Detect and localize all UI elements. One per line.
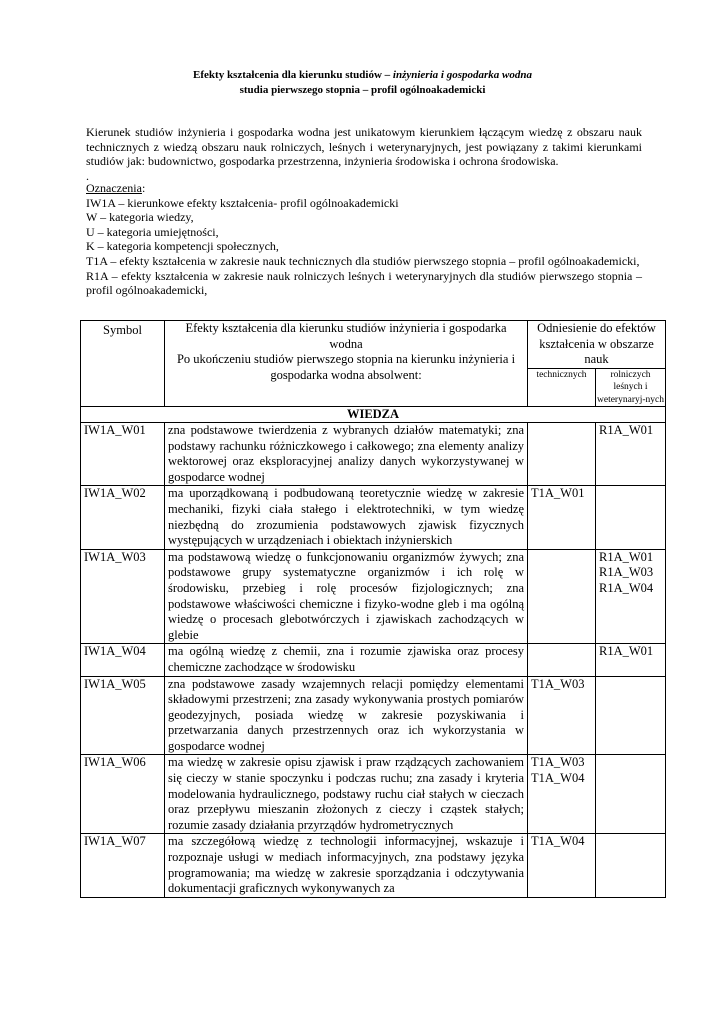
intro-dot: .: [86, 168, 89, 183]
technical-reference: [528, 486, 596, 549]
agricultural-reference: [596, 486, 666, 549]
outcome-code: IW1A_W04: [81, 644, 165, 676]
outcome-description: ma wiedzę w zakresie opisu zjawisk i praw rządzących zachowaniem się cieczy w stanie spoczynku i podczas ruchu; zna zasady i kryteria modelowania hydraulicznego, podstawy ruchu ciał stałych w cieczach oraz przepływu mieszanin złożonych z cieczy i cząstek stałych; rozumie zasady działania przyrządów hydrometrycznych: [165, 755, 528, 834]
reference-code: T1A_W01: [531, 486, 585, 501]
technical-reference: [528, 549, 596, 644]
legend-item: R1A – efekty kształcenia w zakresie nauk rolniczych leśnych i weterynaryjnych dla studiów pierwszego stopnia – profil ogólnoakademicki,: [86, 268, 642, 298]
outcome-code: IW1A_W05: [81, 676, 165, 755]
reference-code: T1A_W04: [531, 834, 585, 849]
title-field: inżynieria i gospodarka wodna: [392, 69, 532, 81]
table-row: [81, 549, 666, 644]
header-description-line2: Po ukończeniu studiów pierwszego stopnia na kierunku inżynieria i gospodarka wodna absolwent:: [176, 352, 516, 382]
technical-reference: [528, 834, 596, 897]
table-row: [81, 834, 666, 897]
technical-reference: [528, 676, 596, 755]
section-row: [81, 407, 666, 423]
outcome-code: IW1A_W06: [81, 755, 165, 834]
outcome-code: IW1A_W07: [81, 834, 165, 897]
agricultural-reference: [596, 834, 666, 897]
intro-section: [86, 125, 642, 183]
title-prefix: Efekty kształcenia dla kierunku studiów –: [193, 69, 393, 81]
outcome-description: ma szczegółową wiedzę z technologii informacyjnej, wskazuje i rozpoznaje usługi w mediach informacyjnych, zna podstawy języka programowania; ma wiedzę w zakresie sporządzania i odczytywania dokumentacji graficznych wykonywanych za: [165, 834, 528, 897]
outcome-description: ma ogólną wiedzę z chemii, zna i rozumie zjawiska oraz procesy chemiczne zachodzące w środowisku: [165, 644, 528, 676]
header-description: [165, 321, 528, 407]
technical-reference: [528, 423, 596, 486]
reference-code: T1A_W03: [531, 676, 585, 691]
header-symbol: Symbol: [81, 321, 165, 407]
header-technical: technicznych: [528, 368, 596, 407]
outcome-description: ma podstawową wiedzę o funkcjonowaniu organizmów żywych; zna podstawowe grupy systematyczne organizmów i ich rolę w środowisku, przebieg i rolę procesów fizjologicznych; zna podstawowe właściwości chemiczne i fizyko-wodne gleb i ma ogólną wiedzę o procesach glebotwórczych i zjawiskach zachodzących w glebie: [165, 549, 528, 644]
header-reference: Odniesienie do efektów kształcenia w obszarze nauk: [528, 321, 666, 369]
outcome-description: ma uporządkowaną i podbudowaną teoretycznie wiedzę w zakresie mechaniki, fizyki ciała stałego i elektrotechniki, w tym wiedzę niezbędną do zrozumienia podstawowych zjawisk fizycznych występujących w urządzeniach i obiektach inżynierskich: [165, 486, 528, 549]
reference-code: R1A_W04: [599, 580, 654, 595]
table-header-row: [81, 321, 666, 369]
table-row: [81, 423, 666, 486]
table-row: [81, 755, 666, 834]
outcome-code: IW1A_W03: [81, 549, 165, 644]
table-row: [81, 644, 666, 676]
legend-item: U – kategoria umiejętności,: [86, 224, 219, 239]
header-agricultural: rolniczych leśnych i weterynaryj-nych: [597, 369, 664, 405]
technical-reference: [528, 755, 596, 834]
reference-code: T1A_W03: [531, 755, 585, 770]
legend-heading: [86, 181, 642, 196]
outcome-code: IW1A_W02: [81, 486, 165, 549]
header-description-line1: Efekty kształcenia dla kierunku studiów inżynieria i gospodarka wodna: [185, 321, 507, 351]
outcome-description: zna podstawowe zasady wzajemnych relacji pomiędzy elementami składowymi przestrzeni; zna zasady wykonywania prostych pomiarów geodezyjnych, posiada wiedzę w zakresie pozyskiwania i przetwarzania danych przestrzennych oraz ich wykorzystania w gospodarce wodnej: [165, 676, 528, 755]
legend-item: W – kategoria wiedzy,: [86, 210, 194, 225]
outcome-description: zna podstawowe twierdzenia z wybranych działów matematyki; zna podstawy rachunku różniczkowego i całkowego; zna elementy analizy wektorowej oraz eksploracyjnej analizy danych wykorzystywanej w gospodarce wodnej: [165, 423, 528, 486]
reference-code: R1A_W01: [599, 644, 654, 659]
legend-item: T1A – efekty kształcenia w zakresie nauk technicznych dla studiów pierwszego stopnia – profil ogólnoakademicki,: [86, 253, 640, 268]
learning-outcomes-table: [80, 320, 666, 898]
technical-reference: [528, 644, 596, 676]
table-row: [81, 676, 666, 755]
legend-heading-text: Oznaczenia: [86, 181, 142, 195]
agricultural-reference: [596, 676, 666, 755]
legend-item: K – kategoria kompetencji społecznych,: [86, 239, 279, 254]
reference-code: R1A_W01: [599, 549, 654, 564]
document-title: [0, 69, 725, 81]
agricultural-reference: [596, 644, 666, 676]
legend-item: IW1A – kierunkowe efekty kształcenia- profil ogólnoakademicki: [86, 195, 399, 210]
section-title: WIEDZA: [81, 407, 666, 423]
table-row: [81, 486, 666, 549]
document-subtitle: studia pierwszego stopnia – profil ogólnoakademicki: [239, 84, 486, 96]
table-body: [81, 423, 666, 898]
legend-heading-colon: :: [141, 181, 146, 195]
outcome-code: IW1A_W01: [81, 423, 165, 486]
reference-code: T1A_W04: [531, 771, 585, 786]
agricultural-reference: [596, 423, 666, 486]
agricultural-reference: [596, 755, 666, 834]
intro-paragraph: Kierunek studiów inżynieria i gospodarka wodna jest unikatowym kierunkiem łączącym wiedzę z obszaru nauk technicznych z wiedzą obszaru nauk rolniczych, leśnych i weterynaryjnych, jest powiązany z takimi kierunkami studiów jak: budownictwo, gospodarka przestrzenna, inżynieria środowiska i ochrona środowiska.: [86, 125, 642, 168]
agricultural-reference: [596, 549, 666, 644]
reference-code: R1A_W03: [599, 565, 654, 580]
legend: [86, 181, 642, 298]
reference-code: R1A_W01: [599, 423, 654, 437]
